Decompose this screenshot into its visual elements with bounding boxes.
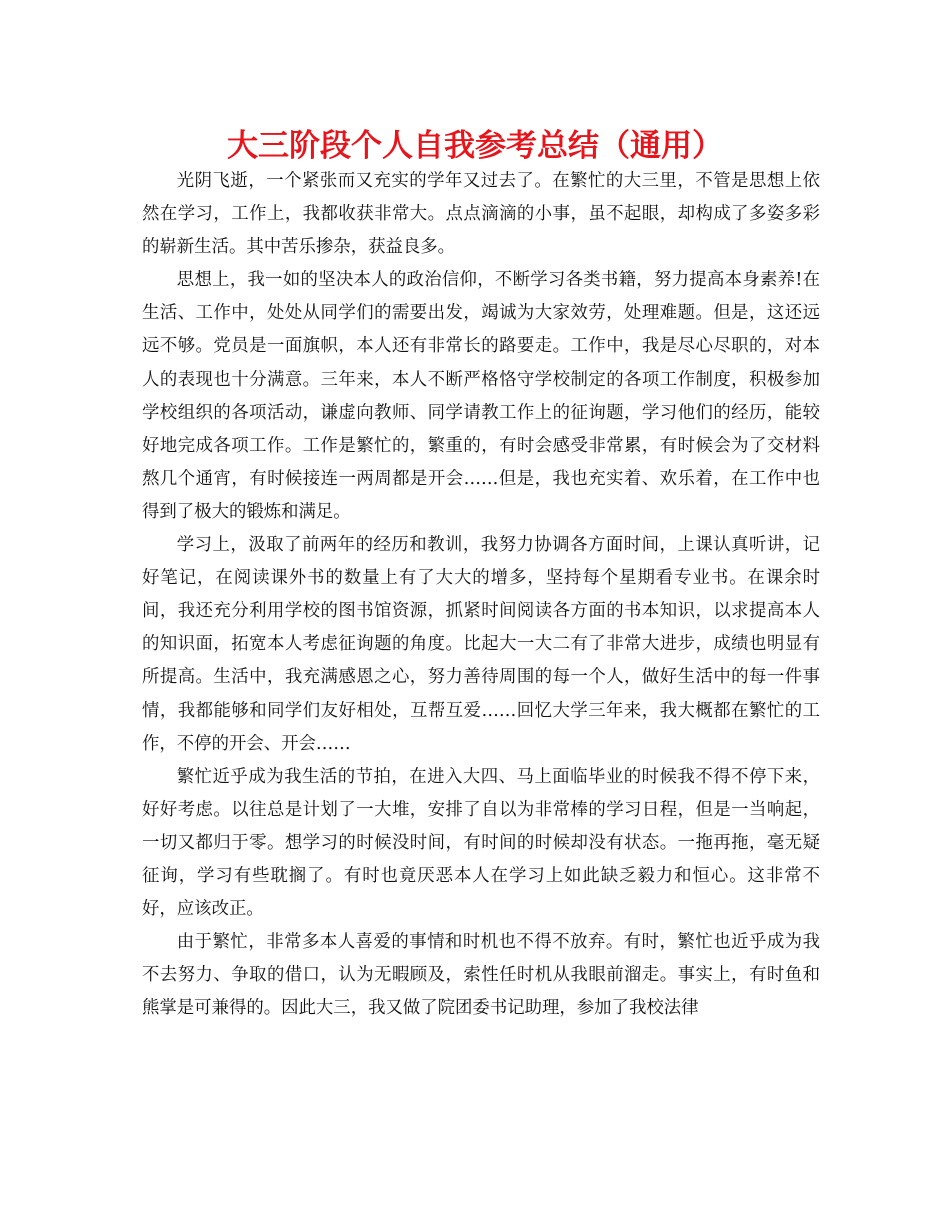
paragraph-thought-work: 思想上，我一如的坚决本人的政治信仰，不断学习各类书籍，努力提高本身素养!在生活、工作中，处处从同学们的需要出发，竭诚为大家效劳，处理难题。但是，这还远远不够。党员是一面旗帜，本人还有非常长的路要走。工作中，我是尽心尽职的，对本人的表现也十分满意。三年来，本人不断严格恪守学校制定的各项工作制度，积极参加学校组织的各项活动，谦虚向教师、同学请教工作上的征询题，学习他们的经历，能较好地完成各项工作。工作是繁忙的，繁重的，有时会感受非常累，有时候会为了交材料熬几个通宵，有时候接连一两周都是开会……但是，我也充实着、欢乐着，在工作中也得到了极大的锻炼和满足。 — [142, 270, 820, 522]
paragraph-intro: 光阴飞逝，一个紧张而又充实的学年又过去了。在繁忙的大三里，不管是思想上依然在学习，工作上，我都收获非常大。点点滴滴的小事，虽不起眼，却构成了多姿多彩的崭新生活。其中苦乐掺杂，获益良多。 — [142, 171, 820, 258]
paragraph-study-life: 学习上，汲取了前两年的经历和教训，我努力协调各方面时间，上课认真听讲，记好笔记，在阅读课外书的数量上有了大大的增多，坚持每个星期看专业书。在课余时间，我还充分利用学校的图书馆资源，抓紧时间阅读各方面的书本知识，以求提高本人的知识面，拓宽本人考虑征询题的角度。比起大一大二有了非常大进步，成绩也明显有所提高。生活中，我充满感恩之心，努力善待周围的每一个人，做好生活中的每一件事情，我都能够和同学们友好相处，互帮互爱……回忆大学三年来，我大概都在繁忙的工作，不停的开会、开会…… — [142, 535, 820, 754]
document-body — [142, 165, 820, 1025]
document-title: 大三阶段个人自我参考总结（通用） — [227, 128, 723, 164]
paragraph-busy-giveup: 由于繁忙，非常多本人喜爱的事情和时机也不得不放弃。有时，繁忙也近乎成为我不去努力、争取的借口，认为无暇顾及，索性任时机从我眼前溜走。事实上，有时鱼和熊掌是可兼得的。因此大三，我又做了院团委书记助理，参加了我校法律 — [142, 932, 820, 1019]
paragraph-busy-rhythm: 繁忙近乎成为我生活的节拍，在进入大四、马上面临毕业的时候我不得不停下来，好好考虑。以往总是计划了一大堆，安排了自以为非常棒的学习日程，但是一当响起，一切又都归于零。想学习的时候没时间，有时间的时候却没有状态。一拖再拖，毫无疑征询，学习有些耽搁了。有时也竟厌恶本人在学习上如此缺乏毅力和恒心。这非常不好，应该改正。 — [142, 766, 820, 920]
